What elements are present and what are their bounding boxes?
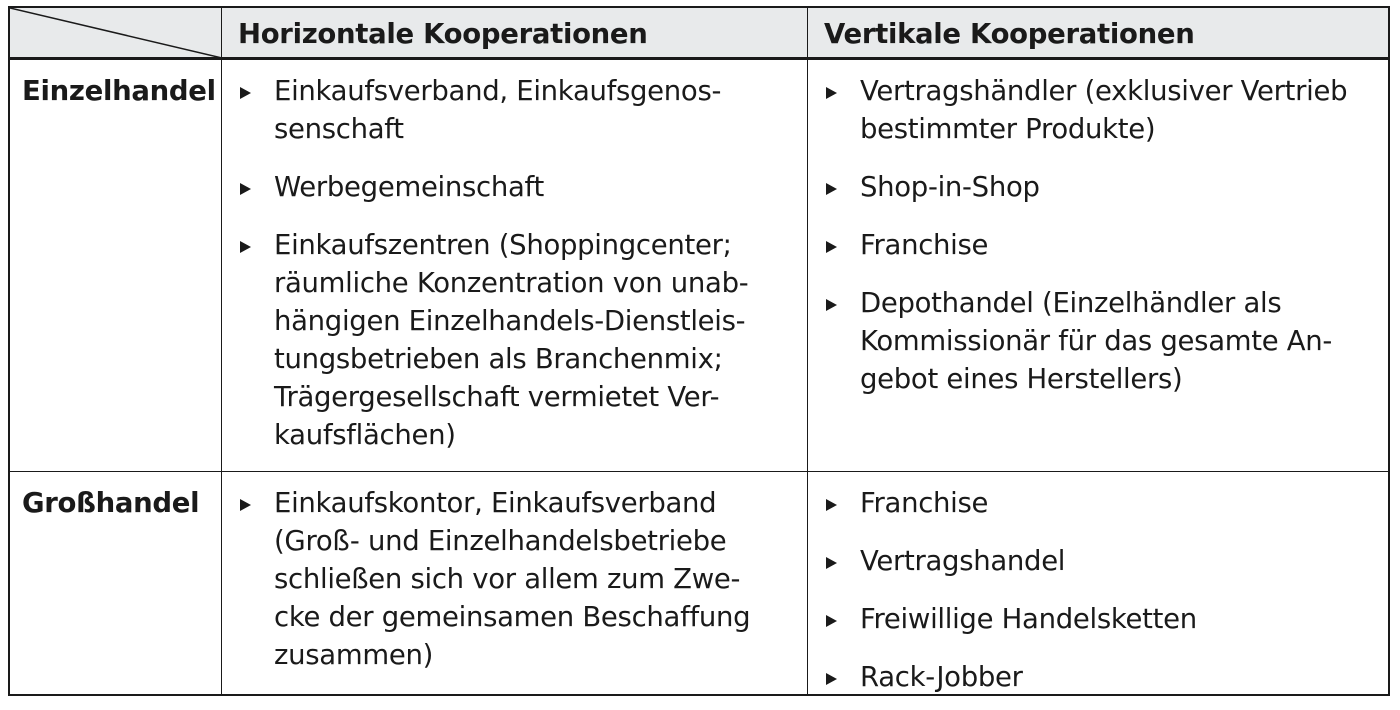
list-item (824, 484, 1388, 522)
einzelhandel-horizontal-cell (222, 60, 808, 472)
bullet-arrow-icon (826, 673, 837, 685)
list-item (824, 600, 1388, 638)
list-item (238, 226, 807, 454)
grosshandel-vertical-list (808, 472, 1388, 694)
list-item (824, 658, 1388, 694)
list-item (824, 168, 1388, 206)
list-item-text: Einkaufsverband, Einkaufsgenos- senschaft (274, 75, 722, 145)
bullet-arrow-icon (826, 87, 837, 99)
einzelhandel-vertical-list (808, 60, 1388, 398)
grosshandel-vertical-cell (808, 472, 1388, 694)
bullet-arrow-icon (240, 241, 251, 253)
bullet-arrow-icon (240, 87, 251, 99)
list-item-text: Einkaufskontor, Einkaufsverband (Groß- und Einzelhandelsbetriebe schließen sich vor allem zum Zwe- cke der gemeinsamen Beschaffung zusammen) (274, 487, 751, 671)
bullet-arrow-icon (240, 183, 251, 195)
list-item (824, 72, 1388, 148)
list-item (824, 284, 1388, 398)
list-item (238, 168, 807, 206)
bullet-arrow-icon (826, 183, 837, 195)
bullet-arrow-icon (826, 499, 837, 511)
cooperation-table (8, 6, 1390, 696)
list-item-text: Shop-in-Shop (860, 171, 1040, 203)
bullet-arrow-icon (826, 241, 837, 253)
list-item-text: Rack-Jobber (860, 661, 1023, 693)
corner-cell (10, 8, 222, 60)
list-item-text: Depothandel (Einzelhändler als Kommissionär für das gesamte An- gebot eines Herstellers) (860, 287, 1333, 395)
grosshandel-horizontal-list (222, 472, 807, 674)
einzelhandel-vertical-cell (808, 60, 1388, 472)
header-horizontal: Horizontale Kooperationen (222, 8, 808, 60)
list-item (824, 226, 1388, 264)
list-item-text: Einkaufszentren (Shoppingcenter; räumliche Konzentration von unab- hängigen Einzelhandels-Dienstleis- tungsbetrieben als Branchenmix; Trägergesellschaft vermietet Ver- kaufsflächen) (274, 229, 749, 451)
einzelhandel-horizontal-list (222, 60, 807, 454)
list-item-text: Franchise (860, 487, 989, 519)
list-item-text: Freiwillige Handelsketten (860, 603, 1197, 635)
list-item-text: Vertragshändler (exklusiver Vertrieb bestimmter Produkte) (860, 75, 1348, 145)
diagonal-divider (10, 8, 222, 60)
header-vertical: Vertikale Kooperationen (808, 8, 1388, 60)
list-item-text: Werbegemeinschaft (274, 171, 544, 203)
grosshandel-horizontal-cell (222, 472, 808, 694)
list-item-text: Franchise (860, 229, 989, 261)
bullet-arrow-icon (826, 615, 837, 627)
list-item-text: Vertragshandel (860, 545, 1066, 577)
list-item (824, 542, 1388, 580)
bullet-arrow-icon (826, 299, 837, 311)
row-label-einzelhandel: Einzelhandel (10, 60, 222, 472)
bullet-arrow-icon (240, 499, 251, 511)
list-item (238, 72, 807, 148)
row-label-grosshandel: Großhandel (10, 472, 222, 694)
list-item (238, 484, 807, 674)
bullet-arrow-icon (826, 557, 837, 569)
